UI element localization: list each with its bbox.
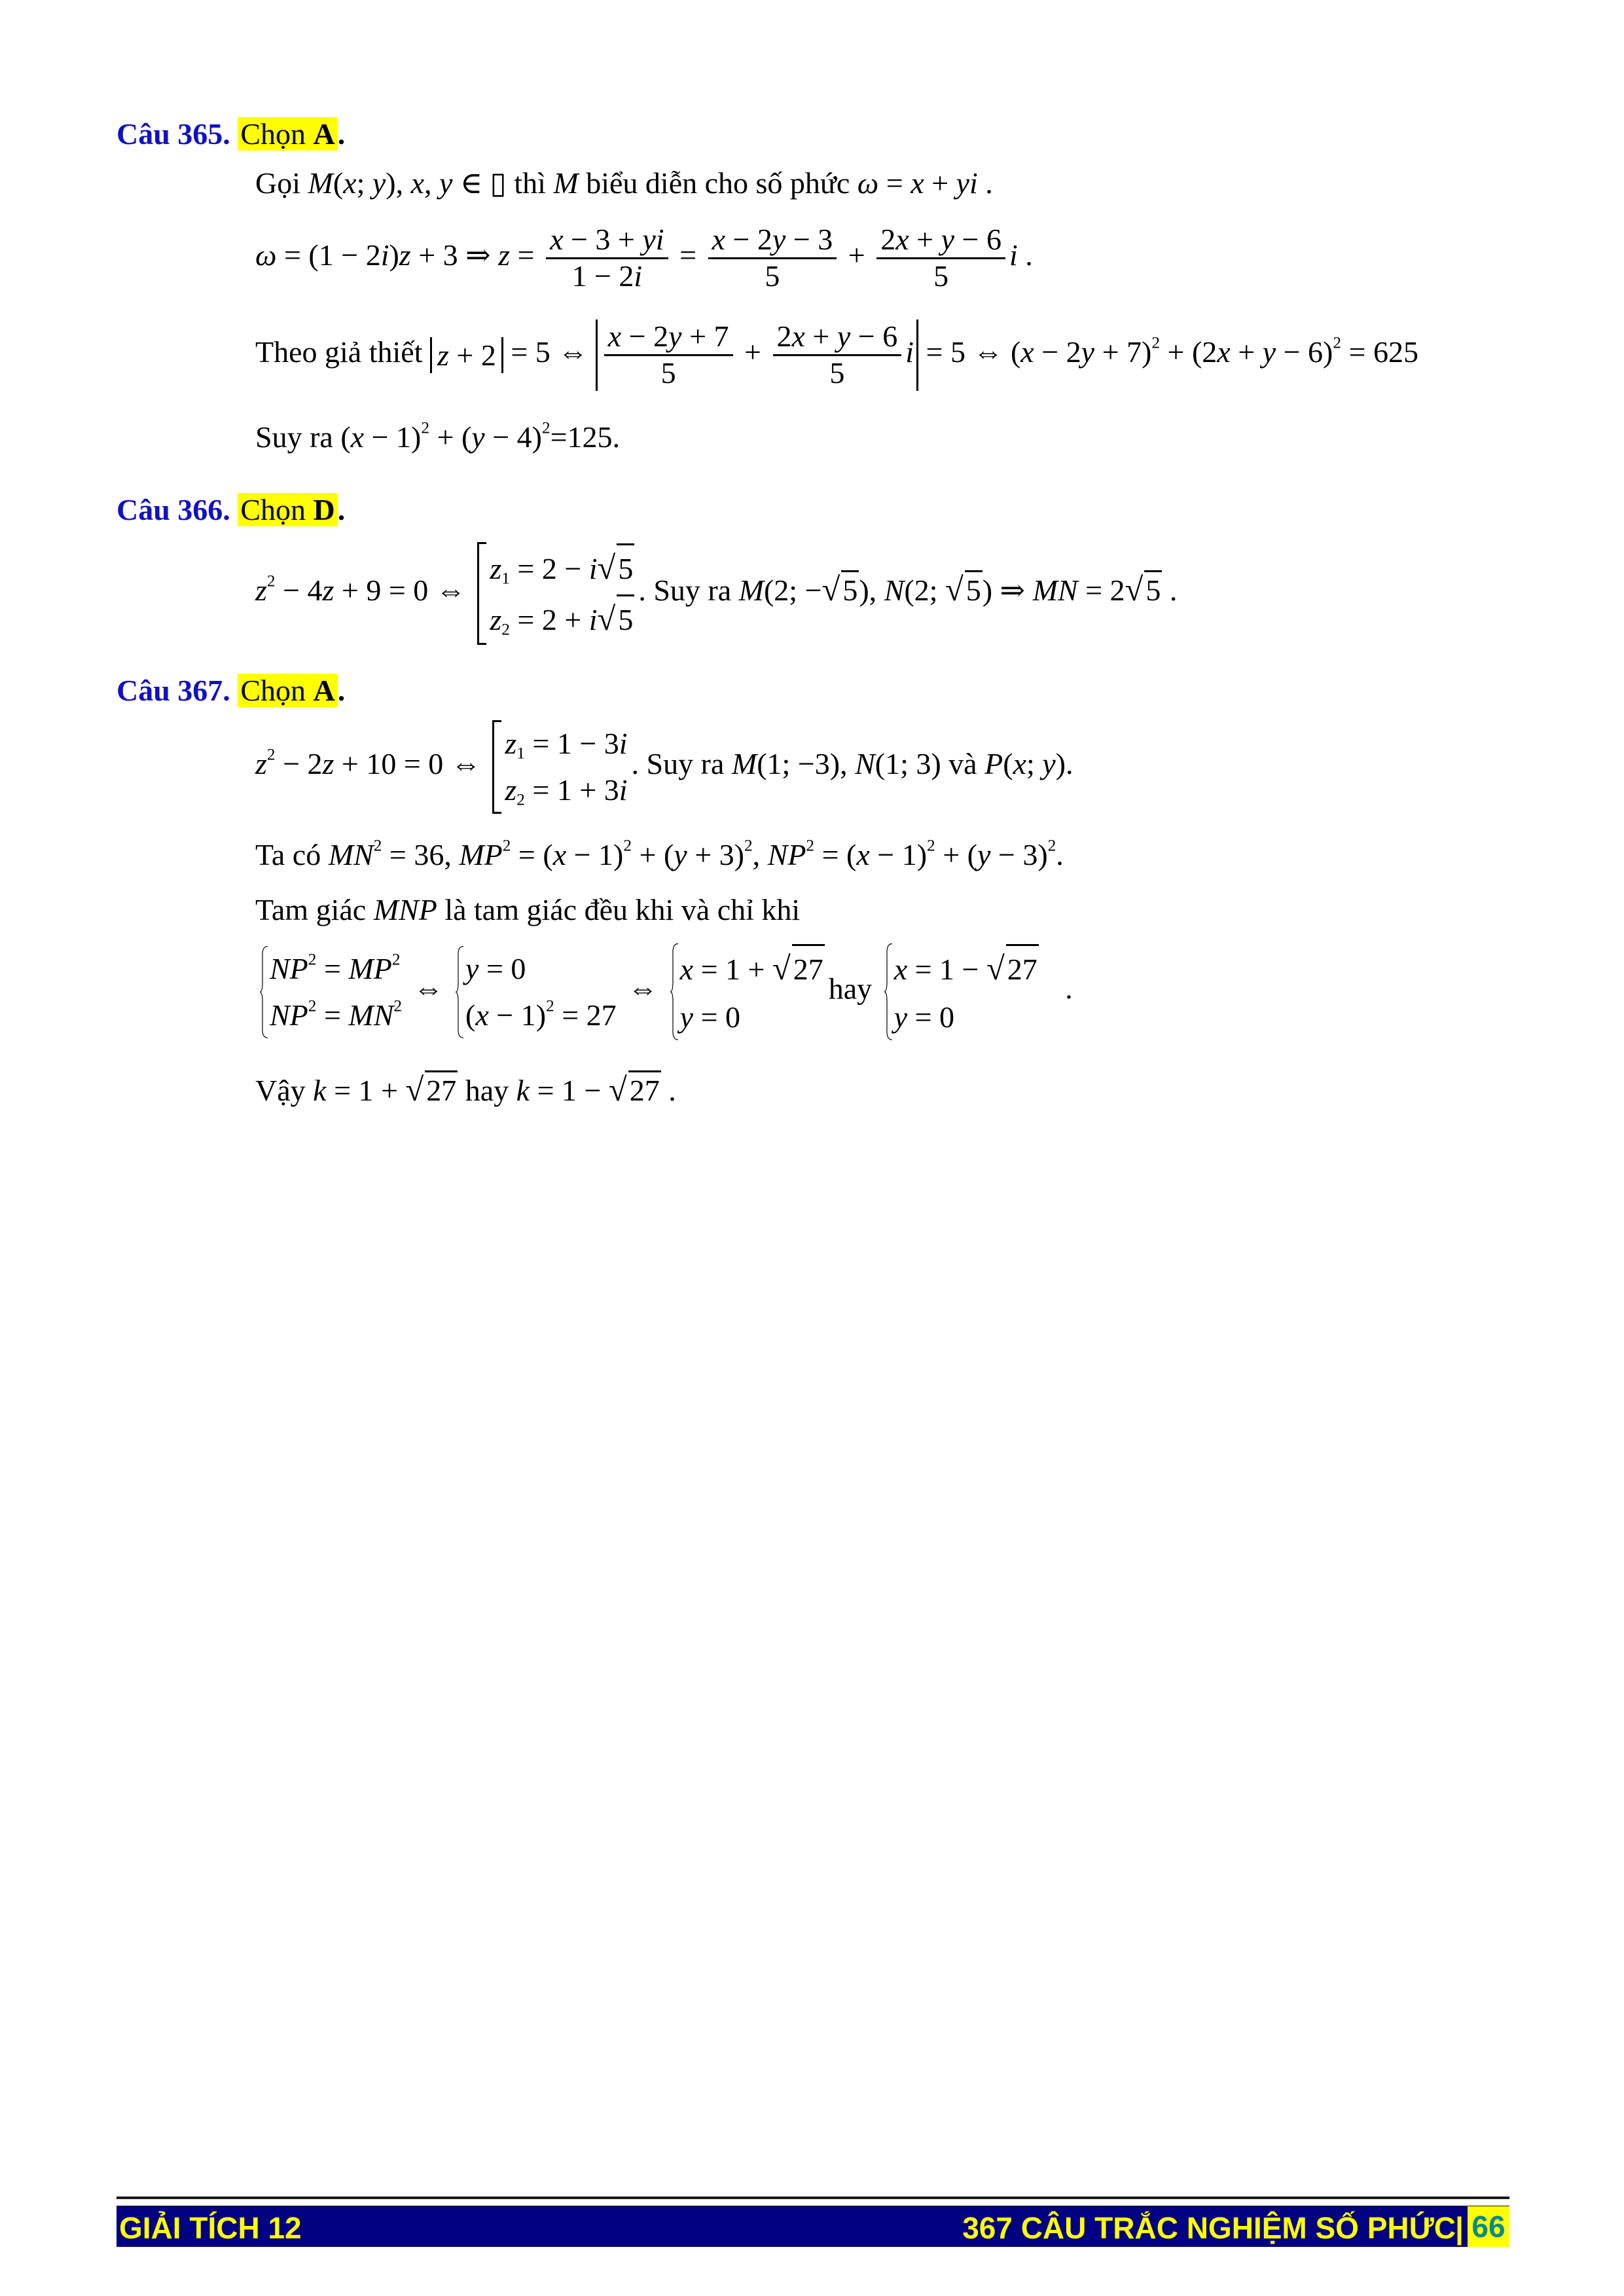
question-367-heading: Câu 367. Chọn A.	[117, 674, 346, 707]
question-365-choice: Chọn A	[238, 117, 337, 151]
footer-separator: |	[1455, 2211, 1464, 2245]
footer-rule	[117, 2196, 1509, 2206]
question-365-heading: Câu 365. Chọn A.	[117, 117, 346, 151]
question-366-label: Câu 366.	[117, 493, 230, 526]
page-footer	[117, 2206, 1509, 2247]
q367-line-1: $z^2 - 2z + 10 = 0$ ⇔ $z_1 = 1 - 3i$ $z_2 = 1 + 3i$ . Suy ra M(1; −3), N(1; 3) và P(x; y).	[255, 720, 1073, 814]
footer-book-title: 367 CÂU TRẮC NGHIỆM SỐ PHỨC	[962, 2211, 1456, 2245]
q367-line-5: Vậy k = 1 + √27 hay k = 1 − √27 .	[255, 1071, 676, 1108]
q367-line-2: Ta có $MN^2 = 36$, $MP^2 = (x - 1)^2 + (y + 3)^2$, $NP^2 = (x - 1)^2 + (y - 3)^2$.	[255, 836, 1064, 871]
q366-line-1: $z^2 - 4z + 9 = 0$ ⇔ $z_1 = 2 - i√5$ $z_2 = 2 + i√5$ . Suy ra M(2; −√5), N(2; √5) ⇒ MN = 2√5 .	[255, 542, 1177, 645]
question-367-label: Câu 367.	[117, 674, 230, 707]
q365-line-1: Gọi M(x; y), x, y ∈ ▯ thì M biểu diễn cho số phức ω = x + yi .	[255, 166, 993, 200]
question-367-choice: Chọn A	[238, 674, 337, 707]
footer-subject: GIẢI TÍCH 12	[119, 2211, 302, 2245]
q365-line-4: Suy ra $(x - 1)^2 + (y - 4)^2=125$.	[255, 418, 621, 454]
q367-line-3: Tam giác MNP là tam giác đều khi và chỉ khi	[255, 893, 801, 926]
question-366-heading: Câu 366. Chọn D.	[117, 493, 346, 526]
page-number: 66	[1468, 2206, 1509, 2247]
q365-line-2: ω = (1 − 2i)z + 3 ⇒ z = $\frac{x - 3 + yi}{1 - 2i}$ = $\frac{x - 2y - 3}{5}$ + $\frac{2x + y - 6}{5}$ i .	[255, 223, 1033, 293]
q365-line-3: Theo giả thiết z + 2 = 5 ⇔ $\frac{x - 2y + 7}{5}$ + $\frac{2x + y - 6}{5}$ i = 5 ⇔ $(x - 2y + 7)^2 + (2x + y - 6)^2 = 625$	[255, 319, 1418, 390]
question-365-label: Câu 365.	[117, 117, 230, 151]
question-366-choice: Chọn D	[238, 493, 337, 526]
q367-line-4: $NP^2 = MP^2$ $NP^2 = MN^2$ ⇔ y = 0 $(x - 1)^2 = 27$ ⇔ x = 1 + √27 y = 0 hay x = 1 − √27 y = 0 .	[255, 943, 1073, 1041]
